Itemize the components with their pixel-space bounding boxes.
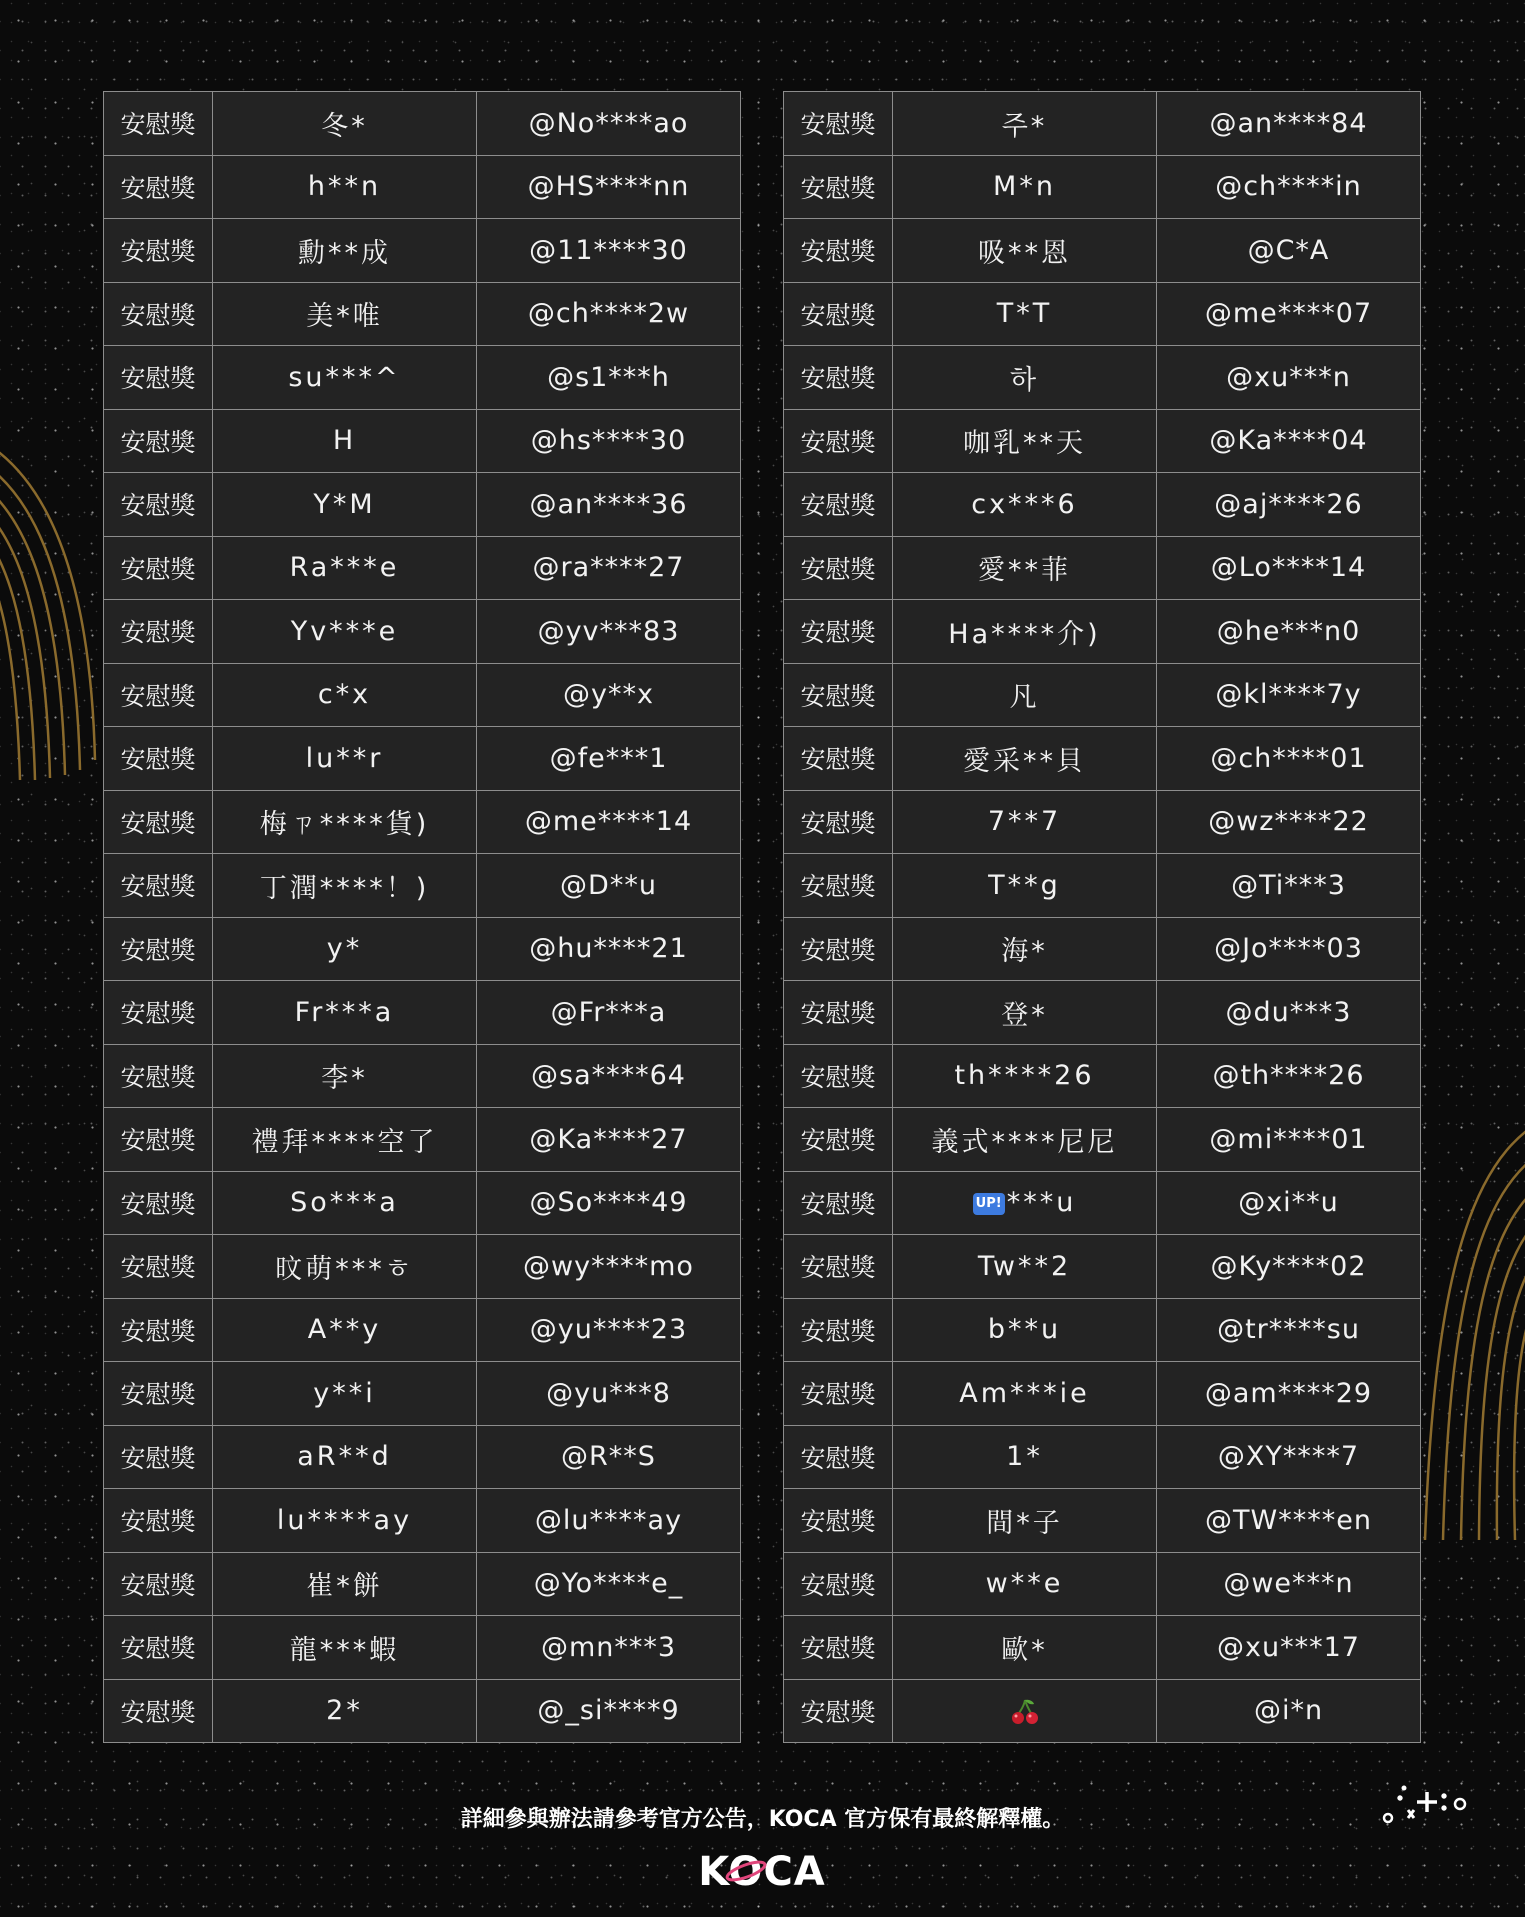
table-row (784, 1044, 1421, 1108)
nickname-cell: 吸**恩 (893, 219, 1157, 283)
nickname-text: ***u (1006, 1187, 1077, 1219)
prize-cell: 安慰獎 (784, 663, 893, 727)
nickname-cell: Y*M (213, 473, 477, 537)
table-row (784, 1362, 1421, 1426)
table-row (784, 917, 1421, 981)
prize-cell: 安慰獎 (104, 536, 213, 600)
nickname-cell: So***a (213, 1171, 477, 1235)
table-row (784, 1679, 1421, 1743)
handle-cell: @mn***3 (477, 1616, 741, 1680)
prize-cell: 安慰獎 (784, 282, 893, 346)
table-row (104, 219, 741, 283)
handle-cell: @yv***83 (477, 600, 741, 664)
handle-cell: @ch****01 (1157, 727, 1421, 791)
nickname-cell: su***^ (213, 346, 477, 410)
handle-cell: @Jo****03 (1157, 917, 1421, 981)
table-row (784, 1171, 1421, 1235)
prize-cell: 安慰獎 (784, 1362, 893, 1426)
nickname-cell: 龍***蝦 (213, 1616, 477, 1680)
nickname-cell: 冬* (213, 92, 477, 156)
table-row (784, 663, 1421, 727)
handle-cell: @xi**u (1157, 1171, 1421, 1235)
handle-cell: @Ky****02 (1157, 1235, 1421, 1299)
prize-cell: 安慰獎 (784, 854, 893, 918)
nickname-cell: A**y (213, 1298, 477, 1362)
nickname-cell: 2* (213, 1679, 477, 1743)
nickname-cell: th****26 (893, 1044, 1157, 1108)
table-row (104, 981, 741, 1045)
handle-cell: @ra****27 (477, 536, 741, 600)
handle-cell: @TW****en (1157, 1489, 1421, 1553)
table-row (104, 1298, 741, 1362)
table-row (104, 790, 741, 854)
table-row (784, 282, 1421, 346)
handle-cell: @hs****30 (477, 409, 741, 473)
prize-cell: 安慰獎 (104, 346, 213, 410)
handle-cell: @XY****7 (1157, 1425, 1421, 1489)
prize-cell: 安慰獎 (784, 1616, 893, 1680)
prize-cell: 安慰獎 (104, 917, 213, 981)
nickname-cell: T**g (893, 854, 1157, 918)
table-row (104, 473, 741, 537)
prize-cell: 安慰獎 (104, 981, 213, 1045)
table-row (104, 409, 741, 473)
nickname-cell: Ha****介) (893, 600, 1157, 664)
handle-cell: @kl****7y (1157, 663, 1421, 727)
table-row (104, 917, 741, 981)
nickname-cell: Am***ie (893, 1362, 1157, 1426)
table-row (784, 1425, 1421, 1489)
nickname-cell: cx***6 (893, 473, 1157, 537)
handle-cell: @an****84 (1157, 92, 1421, 156)
table-row (784, 536, 1421, 600)
table-row (104, 346, 741, 410)
nickname-cell: Fr***a (213, 981, 477, 1045)
handle-cell: @i*n (1157, 1679, 1421, 1743)
handle-cell: @du***3 (1157, 981, 1421, 1045)
handle-cell: @_si****9 (477, 1679, 741, 1743)
nickname-cell: b**u (893, 1298, 1157, 1362)
handle-cell: @we***n (1157, 1552, 1421, 1616)
table-row (784, 1552, 1421, 1616)
table-row (784, 409, 1421, 473)
handle-cell: @So****49 (477, 1171, 741, 1235)
nickname-cell: lu**r (213, 727, 477, 791)
prize-cell: 安慰獎 (784, 1552, 893, 1616)
sparkle-icon (1380, 1780, 1470, 1830)
nickname-cell: 李* (213, 1044, 477, 1108)
handle-cell: @sa****64 (477, 1044, 741, 1108)
handle-cell: @he***n0 (1157, 600, 1421, 664)
prize-cell: 安慰獎 (784, 219, 893, 283)
handle-cell: @11****30 (477, 219, 741, 283)
prize-cell: 安慰獎 (784, 1298, 893, 1362)
nickname-cell: 歐* (893, 1616, 1157, 1680)
handle-cell: @me****07 (1157, 282, 1421, 346)
prize-cell: 安慰獎 (784, 917, 893, 981)
nickname-cell: 崔*餅 (213, 1552, 477, 1616)
table-row (104, 727, 741, 791)
nickname-cell: M*n (893, 155, 1157, 219)
cherry-icon (1010, 1697, 1040, 1727)
nickname-cell (893, 1171, 1157, 1235)
gold-swirl-decoration-left (0, 420, 110, 780)
prize-cell: 安慰獎 (104, 1489, 213, 1553)
handle-cell: @yu***8 (477, 1362, 741, 1426)
prize-cell: 安慰獎 (784, 409, 893, 473)
handle-cell: @Fr***a (477, 981, 741, 1045)
handle-cell: @yu****23 (477, 1298, 741, 1362)
handle-cell: @HS****nn (477, 155, 741, 219)
table-row (104, 1044, 741, 1108)
nickname-cell: y* (213, 917, 477, 981)
up-badge-icon: UP! (973, 1193, 1005, 1215)
handle-cell: @D**u (477, 854, 741, 918)
nickname-cell: 義式****尼尼 (893, 1108, 1157, 1172)
handle-cell: @me****14 (477, 790, 741, 854)
table-row (784, 1489, 1421, 1553)
prize-cell: 安慰獎 (784, 473, 893, 537)
prize-cell: 安慰獎 (104, 1552, 213, 1616)
handle-cell: @xu***17 (1157, 1616, 1421, 1680)
table-row (104, 1235, 741, 1299)
handle-cell: @wy****mo (477, 1235, 741, 1299)
table-row (784, 155, 1421, 219)
prize-cell: 安慰獎 (784, 1108, 893, 1172)
table-row (784, 219, 1421, 283)
prize-cell: 安慰獎 (784, 346, 893, 410)
nickname-cell: w**e (893, 1552, 1157, 1616)
prize-cell: 安慰獎 (104, 600, 213, 664)
prize-cell: 安慰獎 (104, 1425, 213, 1489)
nickname-cell: Tw**2 (893, 1235, 1157, 1299)
nickname-cell: 禮拜****空了 (213, 1108, 477, 1172)
nickname-cell: H (213, 409, 477, 473)
prize-cell: 安慰獎 (104, 854, 213, 918)
winners-table-left (103, 91, 741, 1743)
nickname-cell: 登* (893, 981, 1157, 1045)
table-row (104, 155, 741, 219)
nickname-cell: 7**7 (893, 790, 1157, 854)
nickname-cell: 丁潤****！) (213, 854, 477, 918)
prize-cell: 安慰獎 (784, 155, 893, 219)
prize-cell: 安慰獎 (784, 600, 893, 664)
nickname-cell: 凡 (893, 663, 1157, 727)
prize-cell: 安慰獎 (104, 473, 213, 537)
handle-cell: @lu****ay (477, 1489, 741, 1553)
table-row (784, 1298, 1421, 1362)
table-row (784, 1108, 1421, 1172)
prize-cell: 安慰獎 (104, 663, 213, 727)
nickname-cell: y**i (213, 1362, 477, 1426)
koca-logo-text: KOCA (698, 1849, 826, 1895)
table-row (784, 92, 1421, 156)
nickname-cell: Yv***e (213, 600, 477, 664)
table-row (104, 1679, 741, 1743)
prize-cell: 安慰獎 (104, 1679, 213, 1743)
nickname-cell (893, 1679, 1157, 1743)
prize-cell: 安慰獎 (784, 1235, 893, 1299)
prize-cell: 安慰獎 (104, 1044, 213, 1108)
nickname-cell: 주* (893, 92, 1157, 156)
nickname-cell: lu****ay (213, 1489, 477, 1553)
table-row (104, 600, 741, 664)
table-row (784, 981, 1421, 1045)
nickname-cell: 愛采**貝 (893, 727, 1157, 791)
handle-cell: @xu***n (1157, 346, 1421, 410)
table-row (104, 1616, 741, 1680)
nickname-cell: 愛**菲 (893, 536, 1157, 600)
prize-cell: 安慰獎 (104, 92, 213, 156)
handle-cell: @am****29 (1157, 1362, 1421, 1426)
prize-cell: 安慰獎 (104, 282, 213, 346)
table-row (104, 92, 741, 156)
nickname-cell: 梅ㄗ****貨) (213, 790, 477, 854)
table-row (104, 1489, 741, 1553)
handle-cell: @Ti***3 (1157, 854, 1421, 918)
handle-cell: @Ka****27 (477, 1108, 741, 1172)
winners-table-right (783, 91, 1421, 1743)
prize-cell: 安慰獎 (104, 1362, 213, 1426)
prize-cell: 安慰獎 (104, 1171, 213, 1235)
nickname-cell: h**n (213, 155, 477, 219)
prize-cell: 安慰獎 (104, 790, 213, 854)
prize-cell: 安慰獎 (104, 155, 213, 219)
table-row (104, 282, 741, 346)
nickname-cell: 旼萌***ㅎ (213, 1235, 477, 1299)
gold-swirl-decoration-right (1415, 1100, 1525, 1550)
prize-cell: 安慰獎 (784, 1044, 893, 1108)
table-row (784, 1616, 1421, 1680)
prize-cell: 安慰獎 (784, 1679, 893, 1743)
prize-cell: 安慰獎 (784, 790, 893, 854)
handle-cell: @Lo****14 (1157, 536, 1421, 600)
prize-cell: 安慰獎 (784, 1489, 893, 1553)
prize-cell: 安慰獎 (104, 1298, 213, 1362)
table-row (784, 1235, 1421, 1299)
handle-cell: @Ka****04 (1157, 409, 1421, 473)
handle-cell: @C*A (1157, 219, 1421, 283)
table-row (104, 1425, 741, 1489)
handle-cell: @ch****in (1157, 155, 1421, 219)
nickname-cell: 1* (893, 1425, 1157, 1489)
prize-cell: 安慰獎 (104, 1235, 213, 1299)
table-row (104, 536, 741, 600)
handle-cell: @ch****2w (477, 282, 741, 346)
nickname-cell: aR**d (213, 1425, 477, 1489)
table-row (784, 854, 1421, 918)
table-row (784, 727, 1421, 791)
prize-cell: 安慰獎 (784, 981, 893, 1045)
handle-cell: @wz****22 (1157, 790, 1421, 854)
nickname-cell: 咖乳**天 (893, 409, 1157, 473)
table-row (104, 1171, 741, 1235)
prize-cell: 安慰獎 (104, 219, 213, 283)
handle-cell: @mi****01 (1157, 1108, 1421, 1172)
prize-cell: 安慰獎 (784, 92, 893, 156)
prize-cell: 安慰獎 (784, 1425, 893, 1489)
prize-cell: 安慰獎 (104, 727, 213, 791)
prize-cell: 安慰獎 (104, 1616, 213, 1680)
nickname-cell: c*x (213, 663, 477, 727)
table-row (784, 790, 1421, 854)
nickname-cell: Ra***e (213, 536, 477, 600)
handle-cell: @th****26 (1157, 1044, 1421, 1108)
table-row (104, 663, 741, 727)
handle-cell: @s1***h (477, 346, 741, 410)
table-row (784, 346, 1421, 410)
table-row (104, 854, 741, 918)
nickname-cell: 美*唯 (213, 282, 477, 346)
nickname-cell: T*T (893, 282, 1157, 346)
koca-logo (697, 1845, 827, 1897)
prize-cell: 安慰獎 (104, 409, 213, 473)
nickname-cell: 하 (893, 346, 1157, 410)
handle-cell: @Yo****e_ (477, 1552, 741, 1616)
prize-cell: 安慰獎 (784, 536, 893, 600)
table-row (784, 473, 1421, 537)
footer-disclaimer: 詳細參與辦法請參考官方公告，KOCA 官方保有最終解釋權。 (460, 1807, 1065, 1832)
handle-cell: @y**x (477, 663, 741, 727)
prize-cell: 安慰獎 (104, 1108, 213, 1172)
nickname-cell: 間*子 (893, 1489, 1157, 1553)
handle-cell: @tr****su (1157, 1298, 1421, 1362)
handle-cell: @hu****21 (477, 917, 741, 981)
table-row (784, 600, 1421, 664)
table-row (104, 1552, 741, 1616)
handle-cell: @aj****26 (1157, 473, 1421, 537)
handle-cell: @R**S (477, 1425, 741, 1489)
handle-cell: @an****36 (477, 473, 741, 537)
table-row (104, 1362, 741, 1426)
prize-cell: 安慰獎 (784, 727, 893, 791)
prize-cell: 安慰獎 (784, 1171, 893, 1235)
handle-cell: @fe***1 (477, 727, 741, 791)
handle-cell: @No****ao (477, 92, 741, 156)
table-row (104, 1108, 741, 1172)
nickname-cell: 勳**成 (213, 219, 477, 283)
nickname-cell: 海* (893, 917, 1157, 981)
